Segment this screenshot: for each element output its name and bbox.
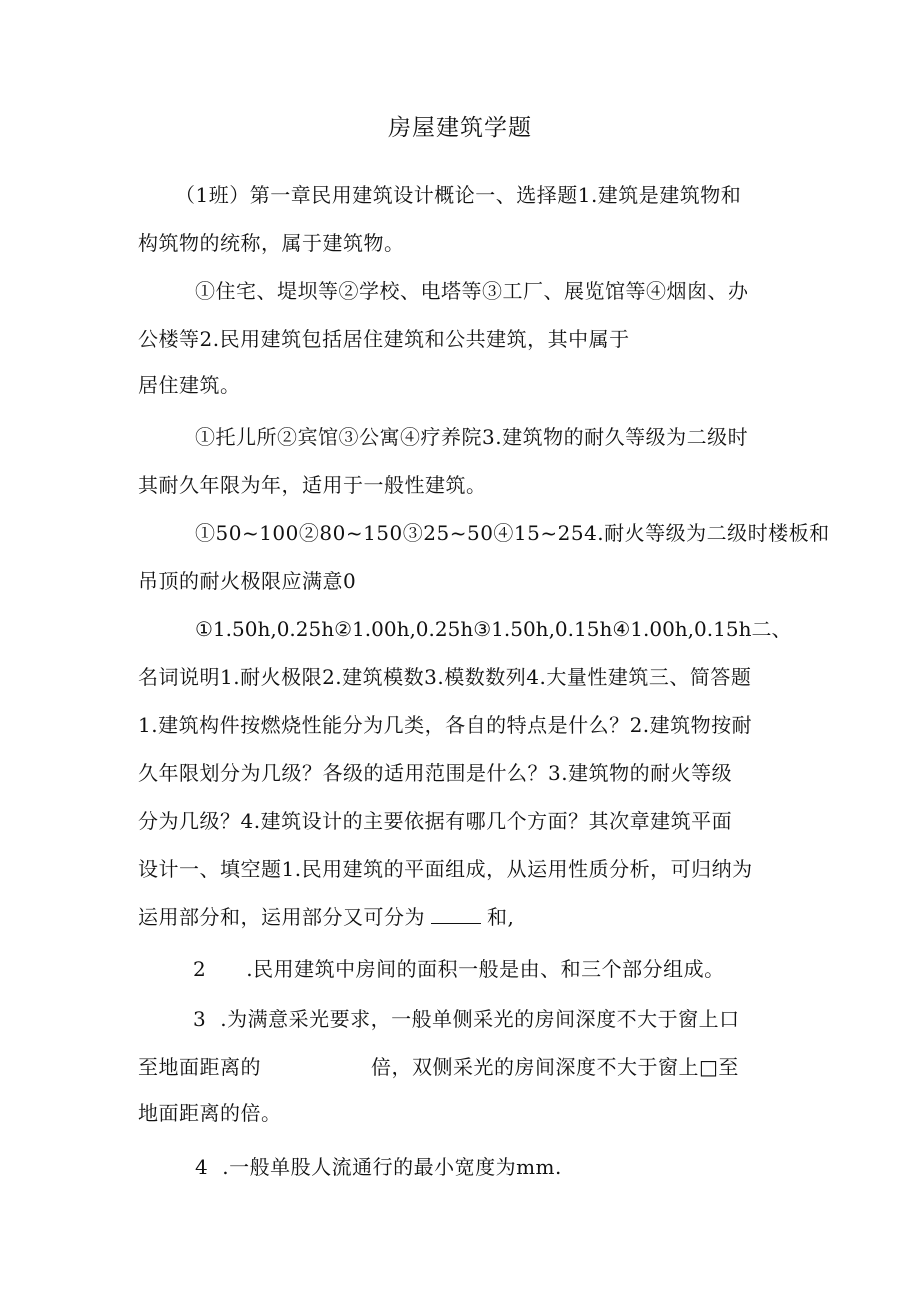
text-line-with-blank — [138, 902, 514, 932]
text-line: ①托儿所②宾馆③公寓④疗养院3.建筑物的耐久等级为二级时 — [195, 425, 749, 449]
text-line: 久年限划分为几级？各级的适用范围是什么？3.建筑物的耐火等级 — [138, 761, 733, 785]
question-3-continued — [138, 1052, 739, 1082]
question-3 — [193, 1004, 740, 1034]
question-text: .民用建筑中房间的面积一般是由、和三个部分组成。 — [246, 957, 725, 981]
text-line: （1班）第一章民用建筑设计概论一、选择题1.建筑是建筑物和 — [175, 183, 742, 207]
question-number: 3 — [193, 1007, 207, 1031]
question-3-end: 地面距离的倍。 — [138, 1101, 282, 1125]
question-4 — [195, 1152, 562, 1182]
question-text: .一般单股人流通行的最小宽度为mm. — [222, 1155, 562, 1179]
text-segment: 运用部分和，运用部分又可分为 — [138, 905, 425, 929]
document-title: 房屋建筑学题 — [388, 115, 532, 141]
question-number: 2 — [193, 957, 207, 981]
text-line: ①50~100②80~150③25~50④15~254.耐火等级为二级时楼板和 — [195, 521, 830, 545]
fill-in-blank — [431, 905, 481, 924]
text-line: ①住宅、堤坝等②学校、电塔等③工厂、展览馆等④烟囱、办 — [195, 279, 749, 303]
text-line: 1.建筑构件按燃烧性能分为几类，各自的特点是什么？2.建筑物按耐 — [138, 713, 753, 737]
text-line: 名词说明1.耐火极限2.建筑模数3.模数数列4.大量性建筑三、简答题 — [138, 665, 752, 689]
text-line: 构筑物的统称，属于建筑物。 — [138, 231, 405, 255]
question-number: 4 — [195, 1155, 209, 1179]
text-line: 其耐久年限为年，适用于一般性建筑。 — [138, 473, 487, 497]
text-line: 居住建筑。 — [138, 373, 241, 397]
text-line: 设计一、填空题1.民用建筑的平面组成，从运用性质分析，可归纳为 — [138, 857, 753, 881]
question-2 — [193, 954, 725, 984]
text-line: 吊顶的耐火极限应满意0 — [138, 569, 357, 593]
text-segment: 和, — [487, 905, 515, 929]
question-text: .为满意采光要求，一般单侧采光的房间深度不大于窗上口 — [220, 1007, 740, 1031]
text-segment: 倍，双侧采光的房间深度不大于窗上□至 — [371, 1055, 739, 1079]
text-line: 分为几级？4.建筑设计的主要依据有哪几个方面？其次章建筑平面 — [138, 809, 733, 833]
text-line: ①1.50h,0.25h②1.00h,0.25h③1.50h,0.15h④1.00h,0.15h二、 — [195, 617, 792, 641]
text-segment: 至地面距离的 — [138, 1055, 261, 1079]
text-line: 公楼等2.民用建筑包括居住建筑和公共建筑，其中属于 — [138, 327, 630, 351]
